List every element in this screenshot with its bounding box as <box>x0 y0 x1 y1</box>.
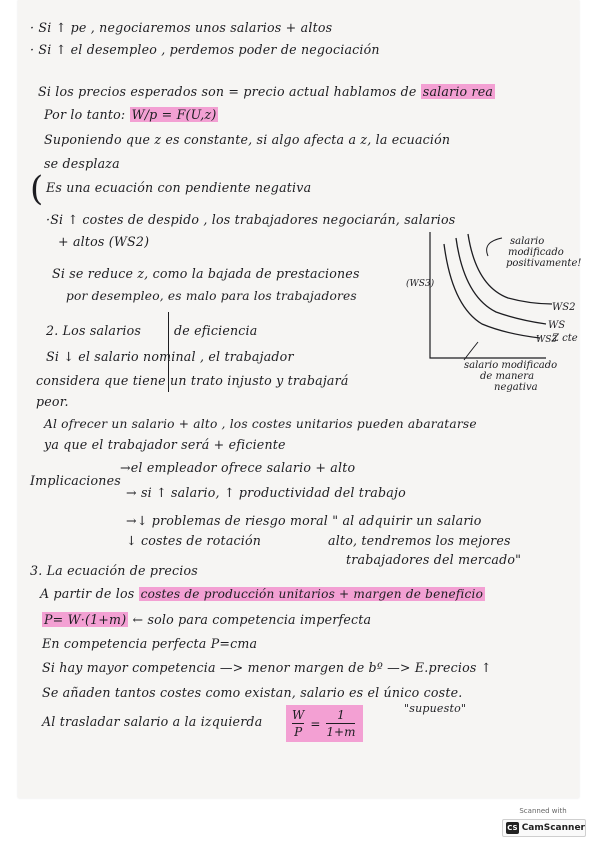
section-heading: 3. La ecuación de precios <box>30 563 198 578</box>
note-line: · Si ↑ pe , negociaremos unos salarios + altos <box>30 20 333 35</box>
curve-label-ws2: WS2 <box>552 302 576 313</box>
note-text: ← solo para competencia imperfecta <box>132 612 372 627</box>
graph-label: de manera <box>480 371 535 382</box>
highlight-costes: costes de producción unitarios + margen de beneficio <box>140 587 484 601</box>
camscanner-logo-icon: CS <box>507 824 518 832</box>
note-line: ↓ costes de rotación <box>126 533 262 548</box>
graph-label: salario <box>510 236 545 247</box>
note-line: Es una ecuación con pendiente negativa <box>46 180 312 195</box>
graph-label: salario modificado <box>464 360 558 371</box>
fraction-formula <box>286 705 363 742</box>
camscanner-stamp <box>498 805 588 839</box>
graph-label: positivamente! <box>506 258 582 269</box>
note-line: →↓ problemas de riesgo moral " al adquirir un salario <box>126 513 482 528</box>
note-text: Por lo tanto: <box>44 107 126 122</box>
stamp-box <box>502 819 586 837</box>
note-line: "supuesto" <box>404 702 467 715</box>
fraction-bar <box>292 723 304 724</box>
note-label: Implicaciones <box>30 473 121 488</box>
note-line: → si ↑ salario, ↑ productividad del trabajo <box>126 485 406 500</box>
equals-sign: = <box>310 716 321 731</box>
fraction-right <box>326 708 355 739</box>
graph-label: (WS3) <box>406 279 435 289</box>
graph-label: modificado <box>508 247 564 258</box>
notes-page <box>18 0 582 798</box>
stamp-app-name: CamScanner <box>521 823 585 833</box>
note-line: ·Si ↑ costes de despido , los trabajadores negociarán, salarios <box>46 212 456 227</box>
stamp-caption: Scanned with <box>519 807 567 815</box>
note-line <box>42 612 371 628</box>
note-line: considera que tiene un trato injusto y trabajará <box>36 373 349 388</box>
note-line: Al ofrecer un salario + alto , los costes unitarios pueden abaratarse <box>44 417 477 431</box>
note-line <box>38 84 495 100</box>
section-heading: 2. Los salarios <box>46 323 142 338</box>
fraction-numerator: 1 <box>337 708 345 722</box>
curve-label-ws3: WS3 <box>536 335 558 345</box>
curve-label-zcte: Z cte <box>552 333 578 344</box>
note-line: Si hay mayor competencia —> menor margen de bº —> E.precios ↑ <box>42 660 492 675</box>
note-line: peor. <box>36 394 69 409</box>
note-line: →el empleador ofrece salario + alto <box>120 460 356 475</box>
brace-icon: ( <box>30 169 44 209</box>
section-heading: de eficiencia <box>174 323 258 338</box>
highlight-formula-p: P= W·(1+m) <box>44 612 127 627</box>
note-line: Si ↓ el salario nominal , el trabajador <box>46 349 294 364</box>
note-line: + altos (WS2) <box>58 234 150 249</box>
fraction-left <box>292 708 304 739</box>
note-text: Si los precios esperados son = precio actual hablamos de <box>38 84 417 99</box>
note-text: A partir de los <box>40 586 135 601</box>
note-line: Se añaden tantos costes como existan, salario es el único coste. <box>42 685 463 700</box>
note-line: Si se reduce z, como la bajada de prestaciones <box>52 266 360 281</box>
note-line: En competencia perfecta P=cma <box>42 636 258 651</box>
graph-label: negativa <box>494 382 538 393</box>
fraction-denominator: 1+m <box>326 725 356 739</box>
fraction-bar <box>326 723 355 724</box>
note-line: · Si ↑ el desempleo , perdemos poder de negociación <box>30 42 380 57</box>
note-line: Suponiendo que z es constante, si algo afecta a z, la ecuación <box>44 132 451 147</box>
note-line: por desempleo, es malo para los trabajadores <box>66 289 357 303</box>
note-line: se desplaza <box>44 156 120 171</box>
curve-label-ws: WS <box>548 320 566 331</box>
highlight-formula-ws: W/p = F(U,z) <box>131 107 217 122</box>
highlight-salario-real: salario rea <box>422 84 494 99</box>
note-line <box>40 586 485 602</box>
note-line: trabajadores del mercado" <box>346 552 522 567</box>
fraction-numerator: W <box>292 708 305 722</box>
note-line: Al trasladar salario a la izquierda <box>42 714 263 729</box>
fraction-denominator: P <box>294 725 303 739</box>
note-line: alto, tendremos los mejores <box>328 533 511 548</box>
wage-setting-graph <box>406 228 582 400</box>
note-line: ya que el trabajador será + eficiente <box>44 437 286 452</box>
note-line <box>44 107 218 123</box>
